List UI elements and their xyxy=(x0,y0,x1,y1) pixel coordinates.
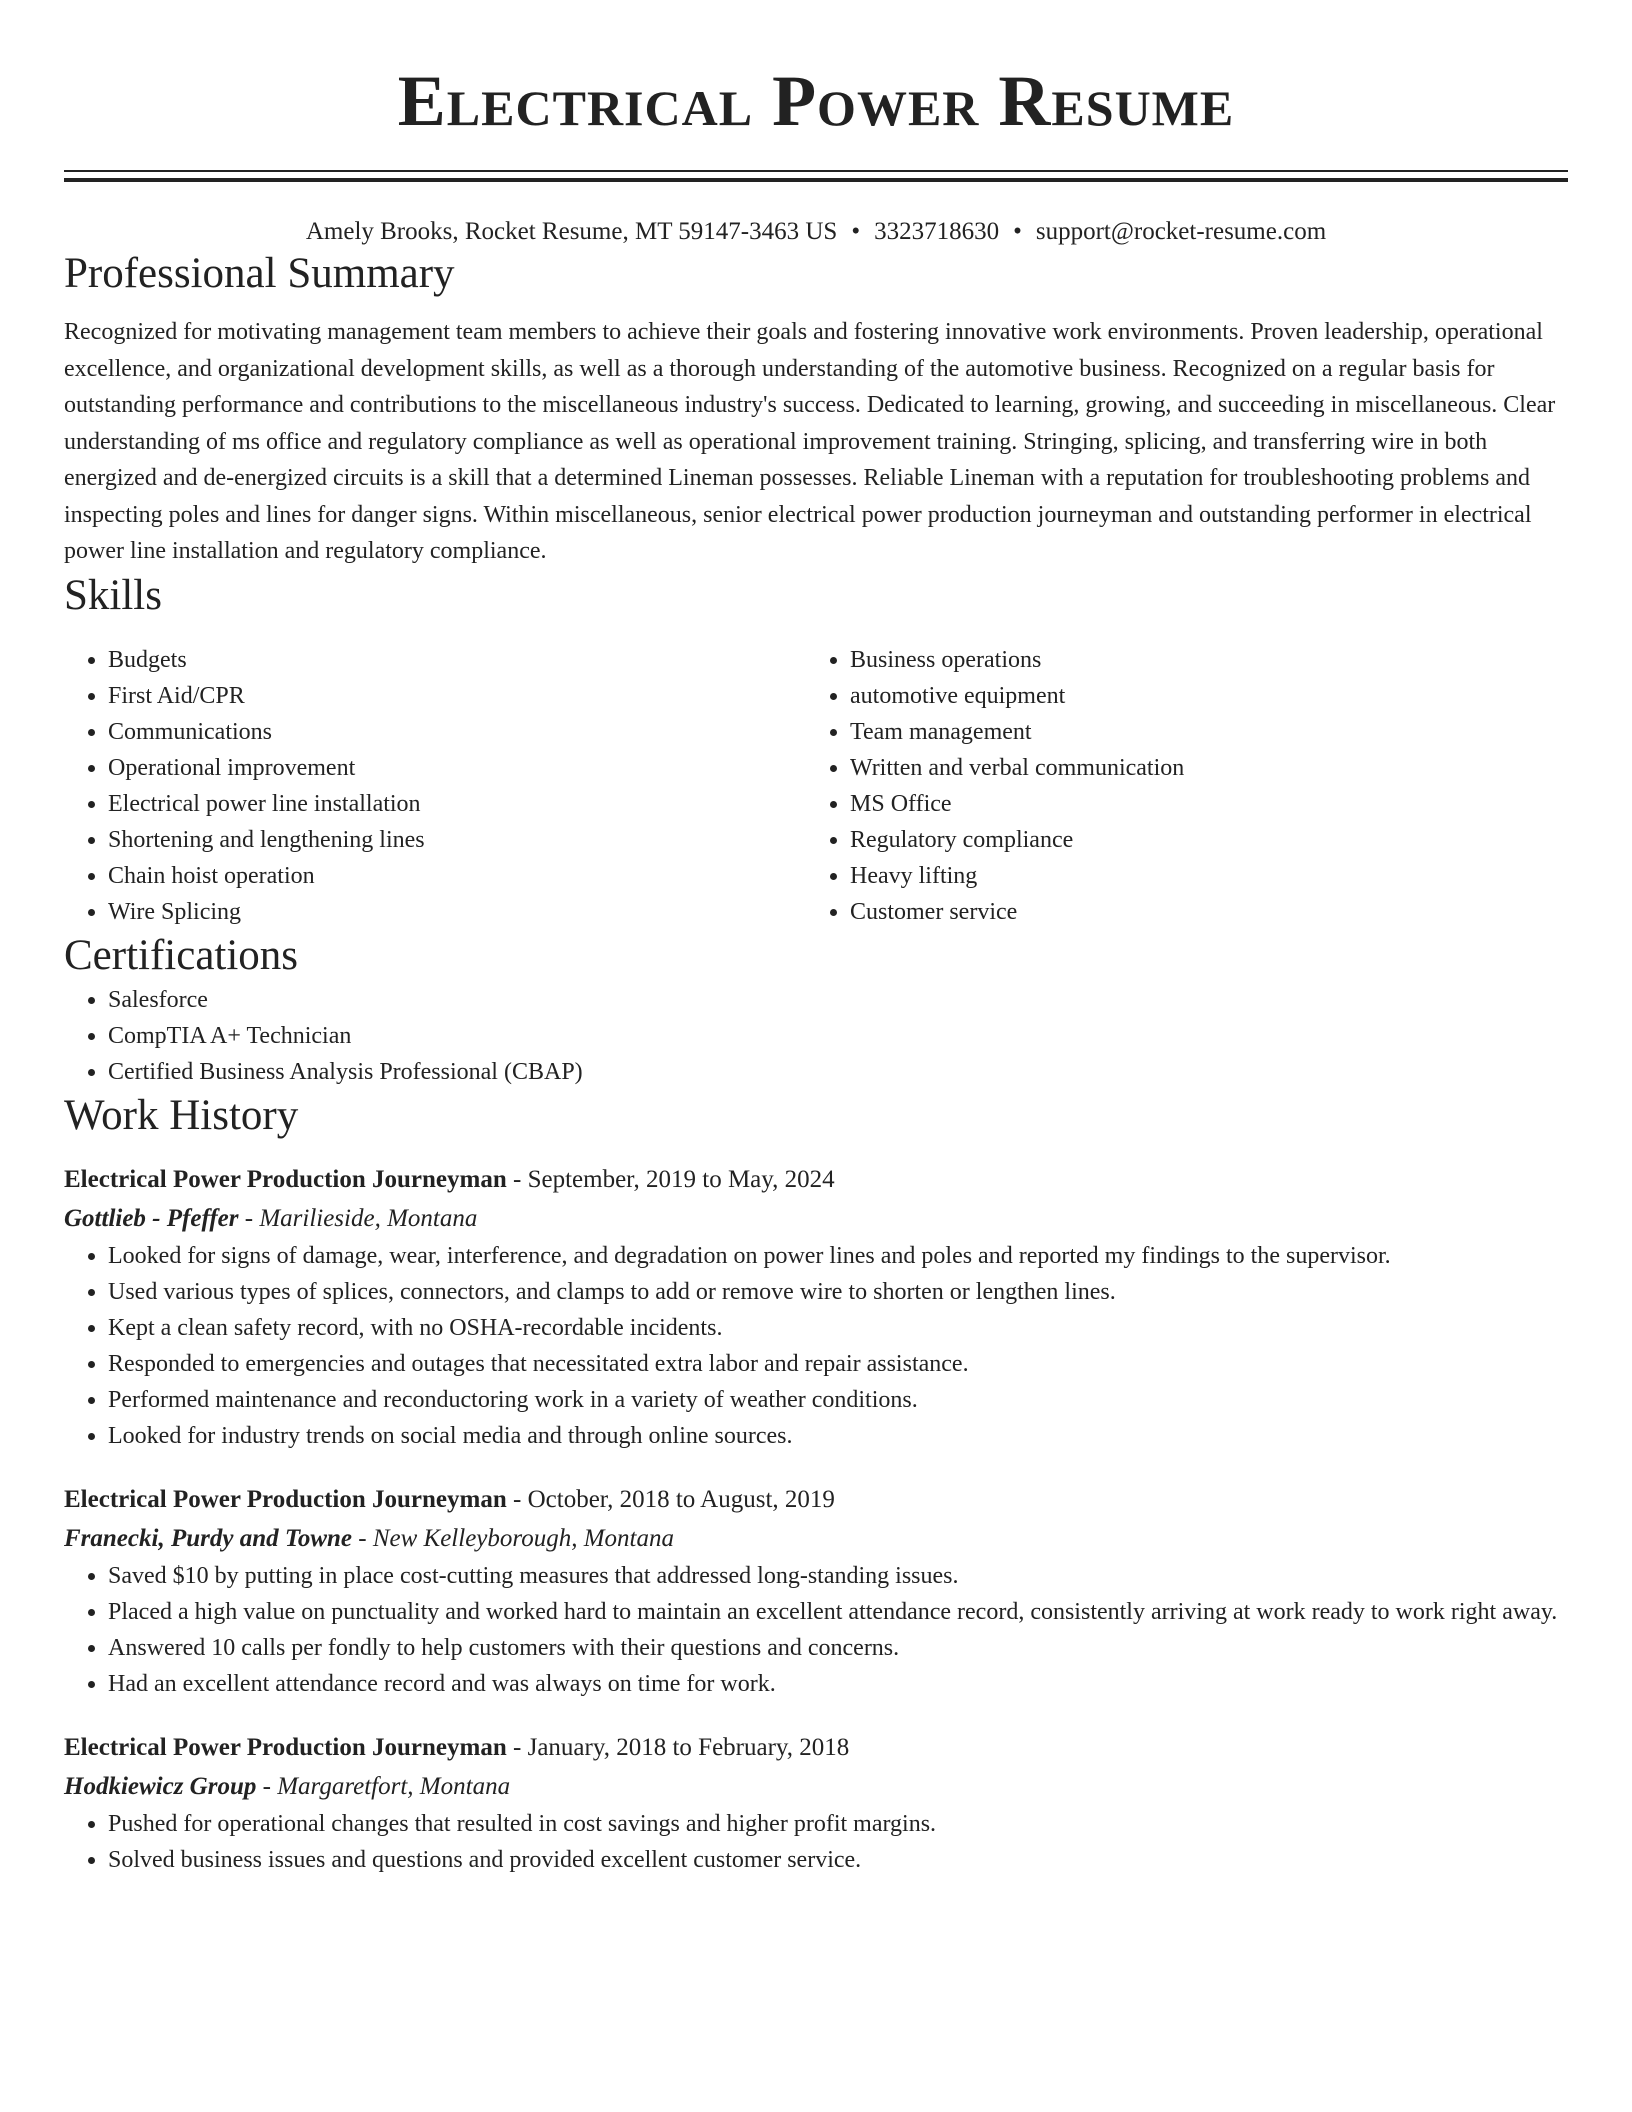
job-dash: - xyxy=(238,1204,260,1232)
job-title: Electrical Power Production Journeyman xyxy=(64,1165,507,1193)
summary-text: Recognized for motivating management team members to achieve their goals and fostering innovative work environments. Proven leadership, operational excellence, and organizational development skills, as well as a thorough understanding of the automotive business. Recognized on a regular basis for outstanding performance and contributions to the miscellaneous industry's success. Dedicated to learning, growing, and succeeding in miscellaneous. Clear understanding of ms office and regulatory compliance as well as operational improvement training. Stringing, splicing, and transferring wire in both energized and de-energized circuits is a skill that a determined Lineman possesses. Reliable Lineman with a reputation for troubleshooting problems and inspecting poles and lines for danger signs. Within miscellaneous, senior electrical power production journeyman and outstanding performer in electrical power line installation and regulatory compliance. xyxy=(64,319,1556,564)
skill-item: • Written and verbal communication xyxy=(850,750,1548,786)
job-bullet: • Kept a clean safety record, with no OSHA-recordable incidents. xyxy=(108,1310,1568,1346)
skill-item: • Heavy lifting xyxy=(850,858,1548,894)
job-bullets xyxy=(64,1806,1568,1878)
skill-item: • Shortening and lengthening lines xyxy=(108,822,806,858)
skills-column-left xyxy=(64,642,806,930)
job-location: Marilieside, Montana xyxy=(259,1204,478,1232)
certification-item: • Salesforce xyxy=(108,982,1568,1018)
skill-item: • Customer service xyxy=(850,894,1548,930)
title-rule-thick xyxy=(64,178,1568,182)
resume-title: Electrical Power Resume xyxy=(397,61,1235,141)
skills-list-right xyxy=(806,642,1548,930)
job-dates: January, 2018 to February, 2018 xyxy=(527,1733,850,1761)
certification-item: • Certified Business Analysis Professional (CBAP) xyxy=(108,1054,1568,1090)
job-dash: - xyxy=(506,1733,528,1761)
job-dates: September, 2019 to May, 2024 xyxy=(527,1165,835,1193)
job-company: Hodkiewicz Group xyxy=(64,1772,257,1800)
contact-email: support@rocket-resume.com xyxy=(1035,218,1327,245)
job-company-line xyxy=(64,1199,1568,1238)
job-dash: - xyxy=(506,1165,528,1193)
job-location: New Kelleyborough, Montana xyxy=(372,1524,674,1552)
job-bullet: • Used various types of splices, connectors, and clamps to add or remove wire to shorten or lengthen lines. xyxy=(108,1274,1568,1310)
contact-address: Amely Brooks, Rocket Resume, MT 59147-3463 US xyxy=(305,218,838,245)
skill-item: • Team management xyxy=(850,714,1548,750)
job-entry xyxy=(64,1160,1568,1454)
contact-separator: • xyxy=(1013,218,1022,245)
job-bullet: • Pushed for operational changes that resulted in cost savings and higher profit margins. xyxy=(108,1806,1568,1842)
job-title-line xyxy=(64,1728,1568,1767)
job-bullet: • Saved $10 by putting in place cost-cutting measures that addressed long-standing issues. xyxy=(108,1558,1568,1594)
skill-item: • Business operations xyxy=(850,642,1548,678)
skills-columns xyxy=(64,642,1568,930)
skill-item: • MS Office xyxy=(850,786,1548,822)
job-bullets xyxy=(64,1558,1568,1702)
job-bullet: • Looked for industry trends on social media and through online sources. xyxy=(108,1418,1568,1454)
contact-separator: • xyxy=(851,218,861,245)
job-bullet: • Solved business issues and questions and provided excellent customer service. xyxy=(108,1842,1568,1878)
contact-line xyxy=(64,216,1568,248)
certification-item: • CompTIA A+ Technician xyxy=(108,1018,1568,1054)
job-dash: - xyxy=(506,1485,528,1513)
job-bullets xyxy=(64,1238,1568,1454)
skills-column-right xyxy=(806,642,1548,930)
job-dates: October, 2018 to August, 2019 xyxy=(527,1485,835,1513)
job-bullet: • Performed maintenance and reconductoring work in a variety of weather conditions. xyxy=(108,1382,1568,1418)
skill-item: • Communications xyxy=(108,714,806,750)
job-dash: - xyxy=(352,1524,373,1552)
job-company: Franecki, Purdy and Towne xyxy=(64,1524,353,1552)
work-history-heading: Work History xyxy=(64,1091,299,1139)
skill-item: • Regulatory compliance xyxy=(850,822,1548,858)
skill-item: • automotive equipment xyxy=(850,678,1548,714)
job-bullet: • Responded to emergencies and outages that necessitated extra labor and repair assistance. xyxy=(108,1346,1568,1382)
skill-item: • Electrical power line installation xyxy=(108,786,806,822)
job-company-line xyxy=(64,1767,1568,1806)
skill-item: • First Aid/CPR xyxy=(108,678,806,714)
job-dash: - xyxy=(256,1772,278,1800)
job-entry xyxy=(64,1480,1568,1702)
resume-page xyxy=(64,0,1568,1878)
summary-heading: Professional Summary xyxy=(64,250,455,297)
job-title: Electrical Power Production Journeyman xyxy=(64,1485,507,1513)
job-title-line xyxy=(64,1160,1568,1199)
job-bullet: • Answered 10 calls per fondly to help customers with their questions and concerns. xyxy=(108,1630,1568,1666)
job-bullet: • Had an excellent attendance record and was always on time for work. xyxy=(108,1666,1568,1702)
skill-item: • Wire Splicing xyxy=(108,894,806,930)
job-title: Electrical Power Production Journeyman xyxy=(64,1733,507,1761)
skills-heading: Skills xyxy=(64,571,162,619)
certifications-list xyxy=(64,982,1568,1090)
skill-item: • Budgets xyxy=(108,642,806,678)
job-company-line xyxy=(64,1519,1568,1558)
certifications-heading: Certifications xyxy=(64,931,299,979)
title-rule-thin xyxy=(64,170,1568,172)
contact-phone: 3323718630 xyxy=(874,218,1000,245)
skill-item: • Chain hoist operation xyxy=(108,858,806,894)
job-title-line xyxy=(64,1480,1568,1519)
job-bullet: • Placed a high value on punctuality and worked hard to maintain an excellent attendance record, consistently arriving at work ready to work right away. xyxy=(108,1594,1568,1630)
skill-item: • Operational improvement xyxy=(108,750,806,786)
job-location: Margaretfort, Montana xyxy=(277,1772,511,1800)
job-company: Gottlieb - Pfeffer xyxy=(64,1204,239,1232)
skills-list-left xyxy=(64,642,806,930)
job-bullet: • Looked for signs of damage, wear, interference, and degradation on power lines and poles and reported my findings to the supervisor. xyxy=(108,1238,1568,1274)
job-entry xyxy=(64,1728,1568,1878)
